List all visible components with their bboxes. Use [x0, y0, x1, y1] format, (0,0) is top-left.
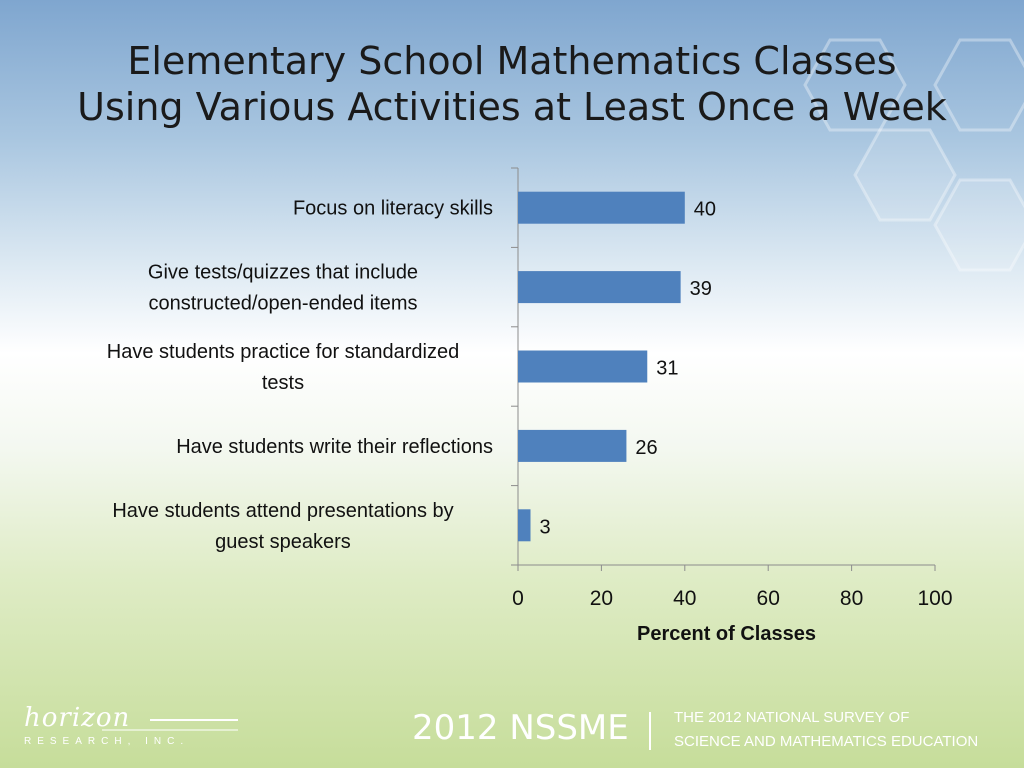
category-label [112, 500, 453, 553]
category-label-line: Focus on literacy skills [292, 197, 493, 220]
category-label [293, 198, 493, 220]
x-tick-label: 0 [512, 587, 524, 610]
category-label-line: Have students practice for standardized [106, 341, 460, 363]
category-label-line: guest speakers [215, 530, 351, 553]
x-tick-label: 40 [673, 587, 697, 610]
x-axis-title: Percent of Classes [637, 623, 816, 645]
bar [518, 351, 647, 383]
bar [518, 271, 681, 303]
title-line-1: Elementary School Mathematics Classes [127, 39, 897, 83]
title-line-2: Using Various Activities at Least Once a Week [77, 85, 947, 129]
bar-value-label: 31 [656, 357, 679, 380]
bar-value-label: 26 [635, 436, 658, 459]
x-tick-label: 60 [756, 587, 780, 610]
bar [518, 430, 626, 462]
nssme-label: 2012 NSSME [412, 708, 629, 748]
category-label-line: Give tests/quizzes that include [147, 261, 419, 284]
logo-subtext: RESEARCH, INC. [24, 736, 190, 747]
x-tick-label: 20 [589, 587, 614, 610]
category-label-line: constructed/open-ended items [148, 292, 418, 315]
survey-title [674, 706, 978, 754]
bar-value-label: 39 [689, 278, 712, 301]
category-label-line: Have students write their reflections [176, 435, 493, 458]
category-label [148, 262, 418, 315]
category-label [107, 341, 459, 394]
x-tick-label: 100 [917, 587, 953, 610]
logo-wordmark: horizon [24, 703, 131, 733]
bar-value-label: 3 [539, 516, 551, 539]
x-tick-label: 80 [839, 587, 864, 610]
bar-value-label: 40 [693, 198, 717, 221]
horizon-research-logo [22, 700, 242, 750]
category-label-line: tests [261, 372, 305, 394]
survey-line-1: THE 2012 NATIONAL SURVEY OF [674, 709, 910, 726]
footer-separator [649, 712, 651, 750]
category-label-line: Have students attend presentations by [112, 499, 454, 522]
bar [518, 509, 531, 541]
bar [518, 192, 685, 224]
category-label [176, 436, 493, 458]
survey-line-2: SCIENCE AND MATHEMATICS EDUCATION [674, 733, 979, 750]
